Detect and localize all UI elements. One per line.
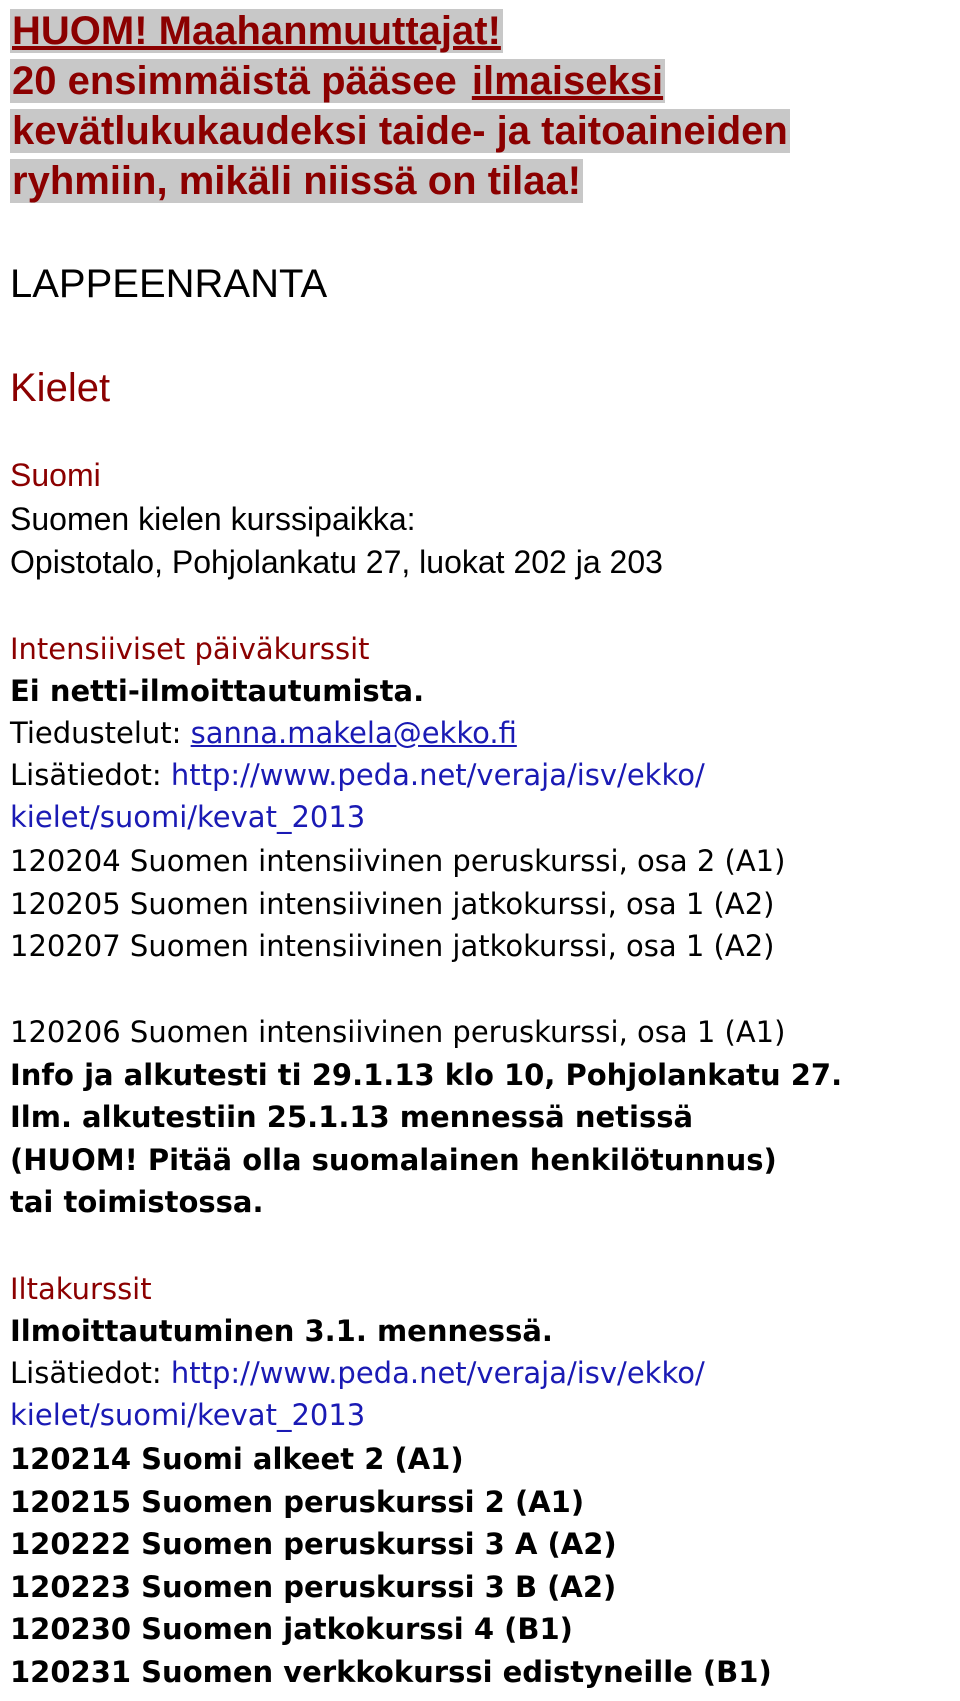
info-line-3: (HUOM! Pitää olla suomalainen henkilötunnus) (10, 1143, 777, 1177)
notice-link-free[interactable]: ilmaiseksi (471, 59, 664, 103)
evening-more-info-url-link-cont[interactable]: kielet/suomi/kevat_2013 (10, 1398, 366, 1432)
more-info-url-link-cont[interactable]: kielet/suomi/kevat_2013 (10, 800, 366, 834)
evening-heading: Iltakurssit (10, 1272, 152, 1306)
inquiries-email-link[interactable]: sanna.makela@ekko.fi (190, 716, 517, 750)
intensive-course-120206: 120206 Suomen intensiivinen peruskurssi, osa 1 (A1) (10, 1015, 786, 1049)
evening-course-120230: 120230 Suomen jatkokurssi 4 (B1) (10, 1612, 573, 1646)
more-info-label: Lisätiedot: (10, 758, 171, 792)
evening-course-120223: 120223 Suomen peruskurssi 3 B (A2) (10, 1570, 617, 1604)
evening-course-120214: 120214 Suomi alkeet 2 (A1) (10, 1442, 464, 1476)
evening-course-120215: 120215 Suomen peruskurssi 2 (A1) (10, 1485, 585, 1519)
intensive-no-online: Ei netti-ilmoittautumista. (10, 674, 425, 708)
notice-line-3: kevätlukukaudeksi taide- ja taitoaineiden (12, 109, 788, 153)
intensive-inquiries (10, 714, 517, 752)
evening-course-120231: 120231 Suomen verkkokurssi edistyneille (B1) (10, 1655, 772, 1689)
evening-more-info-url-link[interactable]: http://www.peda.net/veraja/isv/ekko/ (170, 1356, 705, 1390)
info-line-1: Info ja alkutesti ti 29.1.13 klo 10, Pohjolankatu 27. (10, 1058, 843, 1092)
course-place-address: Opistotalo, Pohjolankatu 27, luokat 202 ja 203 (10, 544, 663, 580)
notice-line-1: HUOM! Maahanmuuttajat! (12, 9, 501, 53)
city-heading: LAPPEENRANTA (10, 262, 328, 306)
section-heading: Kielet (10, 366, 111, 410)
info-line-4: tai toimistossa. (10, 1185, 264, 1219)
course-place-label: Suomen kielen kurssipaikka: (10, 501, 416, 537)
subsection-heading: Suomi (10, 457, 101, 493)
intensive-course-120205: 120205 Suomen intensiivinen jatkokurssi, osa 1 (A2) (10, 887, 775, 921)
notice-block (10, 6, 790, 206)
notice-line-4: ryhmiin, mikäli niissä on tilaa! (12, 159, 582, 203)
evening-course-120222: 120222 Suomen peruskurssi 3 A (A2) (10, 1527, 617, 1561)
evening-more-info-label: Lisätiedot: (10, 1356, 171, 1390)
evening-more-info (10, 1354, 705, 1392)
intensive-heading: Intensiiviset päiväkurssit (10, 632, 370, 666)
notice-line-2: 20 ensimmäistä pääsee ilmaiseksi (12, 59, 664, 103)
more-info-url-link[interactable]: http://www.peda.net/veraja/isv/ekko/ (170, 758, 705, 792)
evening-registration: Ilmoittautuminen 3.1. mennessä. (10, 1314, 553, 1348)
info-line-2: Ilm. alkutestiin 25.1.13 mennessä netissä (10, 1100, 694, 1134)
intensive-course-120204: 120204 Suomen intensiivinen peruskurssi, osa 2 (A1) (10, 844, 786, 878)
inquiries-label: Tiedustelut: (10, 716, 191, 750)
intensive-course-120207: 120207 Suomen intensiivinen jatkokurssi, osa 1 (A2) (10, 929, 775, 963)
intensive-more-info (10, 756, 705, 794)
